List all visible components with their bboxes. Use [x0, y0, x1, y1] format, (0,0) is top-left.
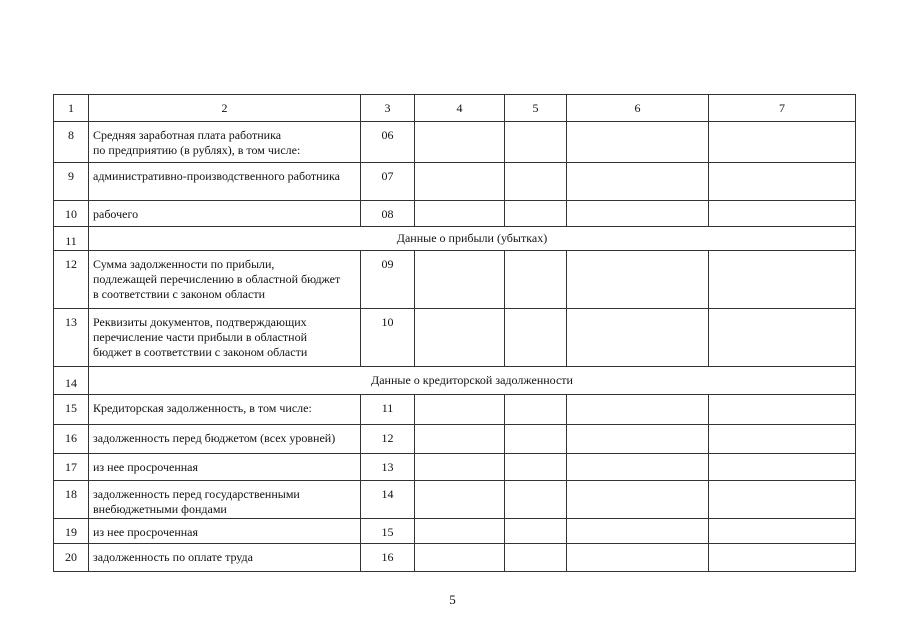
row-number: 10 [54, 201, 89, 227]
row-code: 09 [361, 251, 415, 309]
empty-value-cell [415, 519, 505, 544]
row-number: 15 [54, 395, 89, 425]
row-label-line: из нее просроченная [93, 525, 199, 539]
row-label-line: подлежащей перечислению в областной бюджет [93, 272, 341, 286]
row-label-line: рабочего [93, 207, 139, 221]
empty-value-cell [709, 122, 856, 163]
empty-value-cell [567, 481, 709, 519]
empty-value-cell [505, 519, 567, 544]
table-row [54, 309, 856, 367]
table-row [54, 201, 856, 227]
page-number: 5 [449, 592, 456, 607]
row-code: 11 [361, 395, 415, 425]
empty-value-cell [709, 425, 856, 454]
row-code: 15 [361, 519, 415, 544]
empty-value-cell [709, 309, 856, 367]
header-cell: 7 [709, 95, 856, 122]
empty-value-cell [415, 163, 505, 201]
row-label [89, 544, 361, 572]
row-number: 19 [54, 519, 89, 544]
empty-value-cell [567, 519, 709, 544]
empty-value-cell [505, 201, 567, 227]
header-cell: 5 [505, 95, 567, 122]
header-cell: 2 [89, 95, 361, 122]
row-code: 07 [361, 163, 415, 201]
empty-value-cell [567, 425, 709, 454]
empty-value-cell [567, 251, 709, 309]
row-label [89, 122, 361, 163]
row-label-line: бюджет в соответствии с законом области [93, 345, 308, 359]
table-row [54, 425, 856, 454]
empty-value-cell [505, 481, 567, 519]
table-row [54, 544, 856, 572]
row-label-line: внебюджетными фондами [93, 502, 227, 516]
row-code: 08 [361, 201, 415, 227]
row-label [89, 519, 361, 544]
empty-value-cell [567, 163, 709, 201]
empty-value-cell [709, 544, 856, 572]
empty-value-cell [415, 544, 505, 572]
row-label [89, 309, 361, 367]
table-row [54, 395, 856, 425]
row-label-line: в соответствии с законом области [93, 287, 265, 301]
empty-value-cell [567, 201, 709, 227]
empty-value-cell [505, 122, 567, 163]
table-row [54, 163, 856, 201]
row-label [89, 251, 361, 309]
row-number: 20 [54, 544, 89, 572]
empty-value-cell [709, 481, 856, 519]
row-number: 12 [54, 251, 89, 309]
empty-value-cell [415, 201, 505, 227]
empty-value-cell [415, 122, 505, 163]
row-label-line: Реквизиты документов, подтверждающих [93, 315, 307, 329]
empty-value-cell [567, 395, 709, 425]
empty-value-cell [505, 309, 567, 367]
table-row [54, 251, 856, 309]
row-label [89, 395, 361, 425]
row-label-line: административно-производственного работника [93, 169, 340, 183]
row-code: 12 [361, 425, 415, 454]
empty-value-cell [415, 309, 505, 367]
empty-value-cell [505, 425, 567, 454]
empty-value-cell [567, 309, 709, 367]
row-code: 06 [361, 122, 415, 163]
header-cell: 1 [54, 95, 89, 122]
empty-value-cell [415, 251, 505, 309]
row-label [89, 201, 361, 227]
row-label-line: задолженность перед бюджетом (всех уровней) [93, 431, 336, 445]
row-number: 14 [54, 367, 89, 395]
empty-value-cell [709, 251, 856, 309]
row-number: 13 [54, 309, 89, 367]
empty-value-cell [709, 519, 856, 544]
row-label-line: Средняя заработная плата работника [93, 128, 282, 142]
row-label-line: Сумма задолженности по прибыли, [93, 257, 275, 271]
row-number: 17 [54, 454, 89, 481]
row-label [89, 454, 361, 481]
header-cell: 3 [361, 95, 415, 122]
row-number: 16 [54, 425, 89, 454]
table-row [54, 481, 856, 519]
row-code: 14 [361, 481, 415, 519]
row-number: 8 [54, 122, 89, 163]
empty-value-cell [567, 544, 709, 572]
row-number: 18 [54, 481, 89, 519]
row-number: 11 [54, 227, 89, 251]
row-label-line: задолженность по оплате труда [93, 550, 253, 564]
empty-value-cell [415, 454, 505, 481]
section-heading: Данные о кредиторской задолженности [89, 367, 856, 395]
empty-value-cell [709, 454, 856, 481]
row-label-line: Кредиторская задолженность, в том числе: [93, 401, 312, 415]
empty-value-cell [709, 395, 856, 425]
empty-value-cell [505, 163, 567, 201]
row-code: 16 [361, 544, 415, 572]
table-row [54, 122, 856, 163]
table-row [54, 454, 856, 481]
empty-value-cell [505, 544, 567, 572]
empty-value-cell [709, 201, 856, 227]
header-cell: 4 [415, 95, 505, 122]
empty-value-cell [415, 481, 505, 519]
empty-value-cell [567, 122, 709, 163]
empty-value-cell [505, 395, 567, 425]
empty-value-cell [505, 251, 567, 309]
empty-value-cell [415, 425, 505, 454]
empty-value-cell [567, 454, 709, 481]
row-label-line: по предприятию (в рублях), в том числе: [93, 143, 301, 157]
empty-value-cell [415, 395, 505, 425]
row-code: 13 [361, 454, 415, 481]
row-label [89, 163, 361, 201]
row-label [89, 425, 361, 454]
section-row [54, 227, 856, 251]
report-table [53, 94, 856, 572]
section-row [54, 367, 856, 395]
row-label-line: перечисление части прибыли в областной [93, 330, 308, 344]
row-code: 10 [361, 309, 415, 367]
table-row [54, 519, 856, 544]
empty-value-cell [709, 163, 856, 201]
row-number: 9 [54, 163, 89, 201]
row-label-line: задолженность перед государственными [93, 487, 300, 501]
row-label [89, 481, 361, 519]
header-row [54, 95, 856, 122]
section-heading: Данные о прибыли (убытках) [89, 227, 856, 251]
header-cell: 6 [567, 95, 709, 122]
row-label-line: из нее просроченная [93, 460, 199, 474]
empty-value-cell [505, 454, 567, 481]
